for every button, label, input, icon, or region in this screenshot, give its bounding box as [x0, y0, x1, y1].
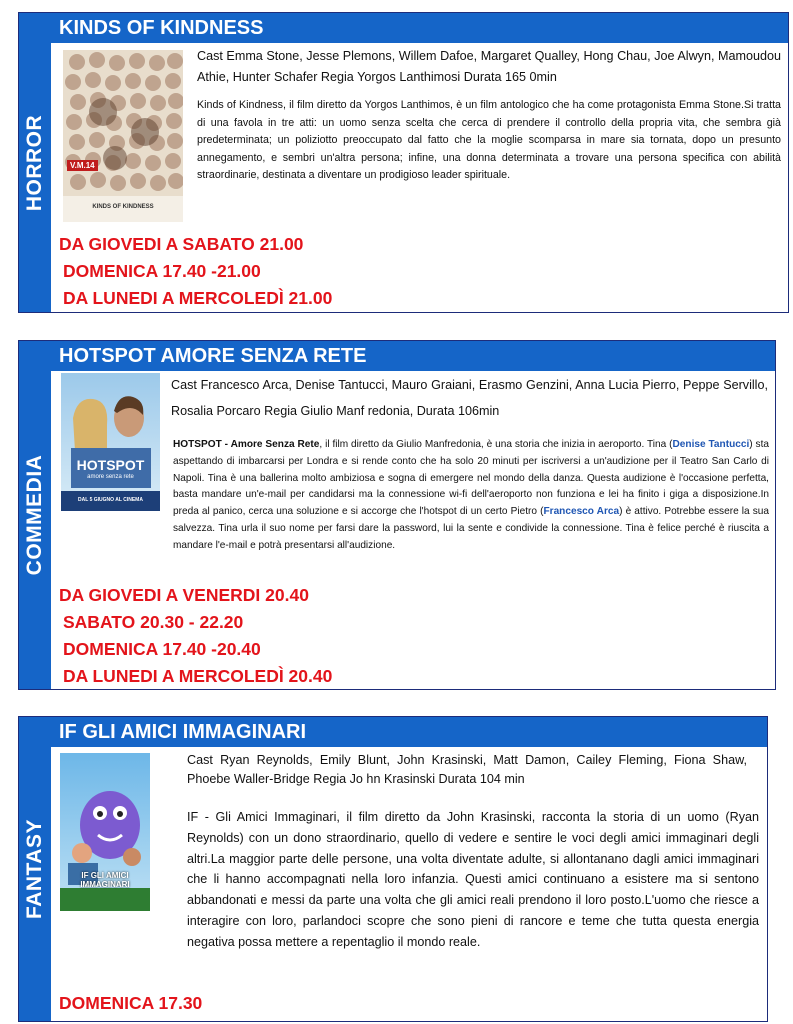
film-cast: Cast Francesco Arca, Denise Tantucci, Mauro Graiani, Erasmo Genzini, Anna Lucia Pierro, Peppe Servillo, Rosalia Porcaro Regia Giulio Manf redonia, Durata 106min — [171, 378, 768, 418]
film-description: HOTSPOT - Amore Senza Rete, il film diretto da Giulio Manfredonia, è una storia che inizia in aeroporto. Tina (Denise Tantucci) sta aspettando di imbarcarsi per Londra e si rende conto che ha solo 20 minuti per iscriversi a un'audizione per il Teatro San Carlo di Napoli. Tina è una ballerina molto ambiziosa e sogna di emergere nel mondo della danza. Questa audizione è l'occasione perfetta, basta mandare un'e-mail per candidarsi ma la connessione wi-fi dell'aeroporto non funziona e lei ha finito i giga a disposizione.In preda al panico, cerca una soluzione e si accorge che l'hotspot di un certo Pietro (Francesco Arca) è attivo. Potrebbe essere la sua salvezza. Tina urla il suo nome per farsi dare la password, lui la sente e condivide la connessione. Tina è felice perché è riuscita a mandare l'e-mail e potrà presentarsi all'audizione. — [173, 439, 770, 551]
film-cast: Cast Emma Stone, Jesse Plemons, Willem Dafoe, Margaret Qualley, Hong Chau, Joe Alwyn, Mamoudou Athie, Hunter Schafer Regia Yorgos Lanthimosi Durata 165 0min — [197, 49, 781, 84]
schedule-line: DA LUNEDI A MERCOLEDÌ 20.40 — [63, 666, 333, 686]
poster-caption: KINDS OF KINDNESS — [92, 204, 154, 210]
schedule-line: DOMENICA 17.40 -20.40 — [63, 639, 261, 659]
poster-subtitle: amore senza rete — [87, 474, 134, 480]
poster-image — [63, 50, 183, 222]
poster-title: HOTSPOT — [76, 457, 145, 473]
film-card-if-amici-immaginari — [18, 716, 768, 1022]
schedule-line: DA GIOVEDI A VENERDI 20.40 — [59, 585, 309, 605]
genre-label: COMMEDIA — [19, 341, 51, 689]
film-title: IF GLI AMICI IMMAGINARI — [51, 717, 767, 747]
poster-image — [61, 373, 160, 511]
description-lead: HOTSPOT - Amore Senza Rete — [173, 439, 320, 450]
film-title: KINDS OF KINDNESS — [51, 13, 788, 43]
actor-link-francesco-arca[interactable]: Francesco Arca — [543, 506, 620, 518]
schedule-line: DA GIOVEDI A SABATO 21.00 — [59, 234, 304, 254]
film-card-hotspot — [18, 340, 776, 690]
genre-label: HORROR — [19, 13, 51, 312]
genre-label: FANTASY — [19, 717, 51, 1021]
schedule-line: SABATO 20.30 - 22.20 — [63, 612, 244, 632]
schedule-line: DOMENICA 17.40 -21.00 — [63, 261, 261, 281]
film-card-kinds-of-kindness — [18, 12, 789, 313]
film-description: Kinds of Kindness, il film diretto da Yorgos Lanthimos, è un film antologico che ha come protagonista Emma Stone.Si tratta di una favola in tre atti: un uomo senza scelta che cerca di prendere il controllo della propria vita, che sembra già predeterminata; un poliziotto preoccupato dal fatto che la moglie scomparsa in mare sia tornata, dopo un presunto annegamento, e sembri un'altra persona; infine, una donna determinata a trovare una persona specifica con abilità straordinarie, destinata a diventare un prodigioso leader spirituale. — [197, 99, 781, 181]
schedule-line: DOMENICA 17.30 — [59, 993, 203, 1013]
poster-title: IF GLI AMICI IMMAGINARI — [80, 871, 130, 889]
schedule-line: DA LUNEDI A MERCOLEDÌ 21.00 — [63, 288, 333, 308]
poster-footer: DAL 5 GIUGNO AL CINEMA — [78, 497, 143, 503]
film-poster — [61, 373, 160, 511]
film-description: IF - Gli Amici Immaginari, il film diretto da John Krasinski, racconta la storia di un uomo (Ryan Reynolds) con un dono straordinario, quello di vedere e sentire le voci degli amici immaginari degli altri.La maggior parte delle persone, una volta diventate adulte, si allontanano dagli amici immaginari che li hanno accompagnati nella loro infanzia. Questi amici continuano a esistere ma si sentono abbandonati e messi da parte una volta che gli amici reali prendono il loro posto.L'uomo che riesce a interagire con loro, parlandoci scopre che sono pieni di rancore e teme che tutta questa energia negativa possa mettere a repentaglio il mondo reale. — [187, 810, 759, 949]
film-title: HOTSPOT AMORE SENZA RETE — [51, 341, 775, 371]
film-poster — [63, 50, 183, 222]
film-cast: Cast Ryan Reynolds, Emily Blunt, John Krasinski, Matt Damon, Cailey Fleming, Fiona Shaw, Phoebe Waller-Bridge Regia Jo hn Krasinski Durata 104 min — [187, 753, 747, 786]
actor-link-denise-tantucci[interactable]: Denise Tantucci — [672, 439, 750, 450]
poster-badge: V.M.14 — [67, 160, 98, 171]
